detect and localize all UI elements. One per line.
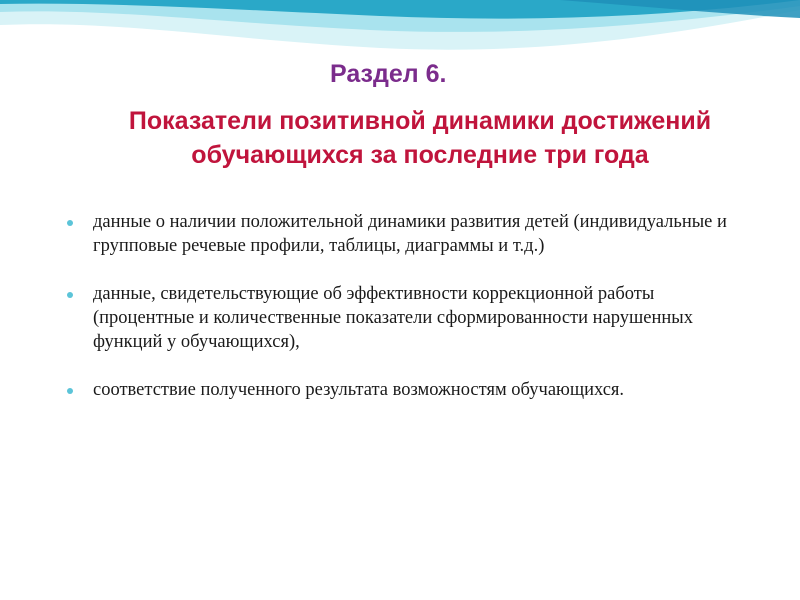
- section-title-prefix: Раздел: [330, 60, 426, 88]
- bullet-text: данные, свидетельствующие об эффективности коррекционной работы (процентные и количественные показатели сформированности нарушенных функций у обучающихся),: [93, 284, 693, 352]
- bullet-text: соответствие полученного результата возможностям обучающихся.: [93, 380, 625, 400]
- list-item: [60, 378, 740, 402]
- section-title: [330, 60, 446, 89]
- bullet-list: [60, 210, 740, 426]
- list-item: [60, 210, 740, 258]
- bullet-dot-icon: [67, 220, 73, 226]
- bullet-text: данные о наличии положительной динамики развития детей (индивидуальные и групповые речевые профили, таблицы, диаграммы и т.д.): [93, 212, 727, 256]
- bullet-dot-icon: [67, 388, 73, 394]
- section-title-number: 6.: [425, 60, 447, 88]
- bullet-dot-icon: [67, 292, 73, 298]
- section-subtitle: Показатели позитивной динамики достижений обучающихся за последние три года: [128, 107, 712, 169]
- list-item: [60, 282, 740, 354]
